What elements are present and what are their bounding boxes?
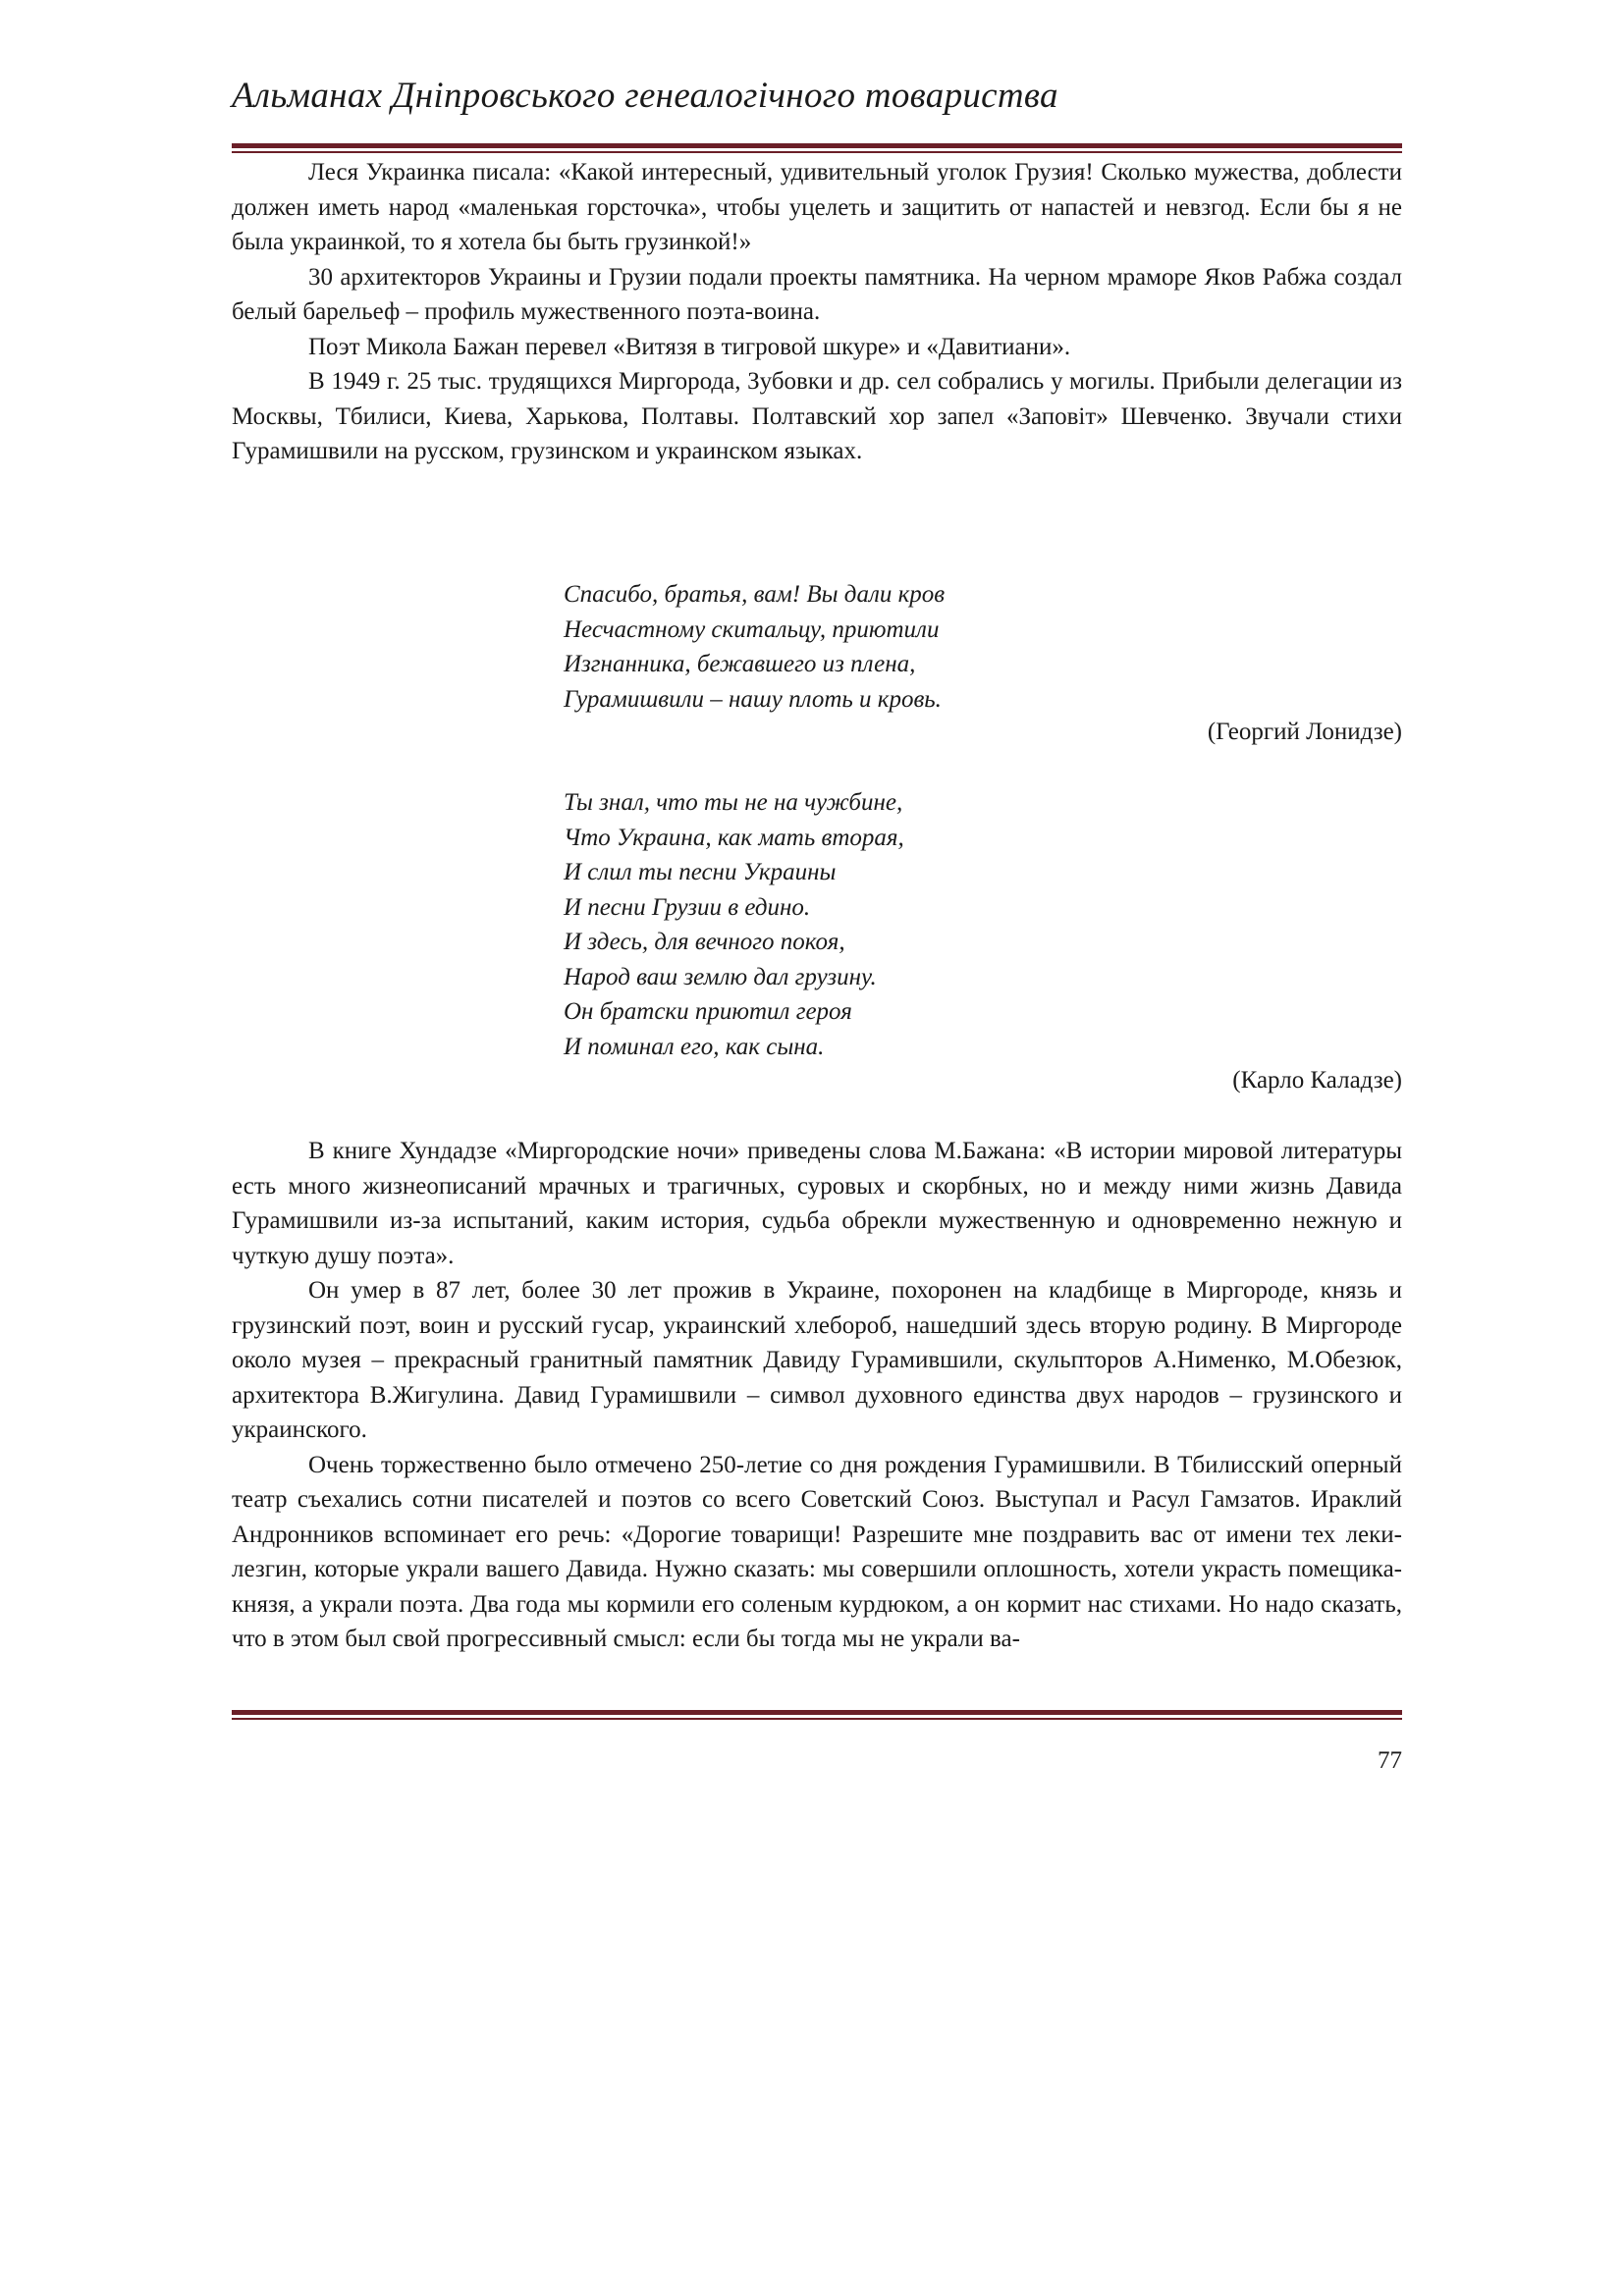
poem-line: Несчастному скитальцу, приютили <box>564 615 940 643</box>
poem-attribution: (Карло Каладзе) <box>1232 1067 1402 1094</box>
poem-line: Спасибо, братья, вам! Вы дали кров <box>564 581 946 608</box>
poem-line: Ты знал, что ты не на чужбине, <box>564 789 903 816</box>
poem-attribution: (Георгий Лонидзе) <box>1207 719 1402 745</box>
paragraph: 30 архитекторов Украины и Грузии подали проекты памятника. На черном мраморе Яков Рабжа создал белый барельеф – профиль мужественного поэта-воина. <box>232 263 1402 325</box>
poem-line: И здесь, для вечного покоя, <box>564 929 845 955</box>
poem-line: Изгнанника, бежавшего из плена, <box>564 651 916 677</box>
poem-line: Что Украина, как мать вторая, <box>564 824 904 851</box>
footer-rule <box>232 1710 1402 1720</box>
paragraph: В книге Хундадзе «Миргородские ночи» приведены слова М.Бажана: «В истории мировой литературы есть много жизнеописаний мрачных и трагичных, суровых и скорбных, но и между ними жизнь Давида Гурамишвили из-за испытаний, каким история, судьба обрекли мужественную и одновременно нежную и чуткую душу поэта». <box>232 1138 1402 1269</box>
poem-line: И поминал его, как сына. <box>564 1033 825 1060</box>
paragraph: Леся Украинка писала: «Какой интересный, удивительный уголок Грузия! Сколько мужества, доблести должен иметь народ «маленькая горсточка», чтобы уцелеть и защитить от напастей и невзгод. Если бы я не была украинкой, то я хотела бы быть грузинкой!» <box>232 159 1402 255</box>
paragraph: В 1949 г. 25 тыс. трудящихся Миргорода, Зубовки и др. сел собрались у могилы. Прибыли делегации из Москвы, Тбилиси, Киева, Харькова, Полтавы. Полтавский хор запел «Заповіт» Шевченко. Звучали стихи Гурамишвили на русском, грузинском и украинском языках. <box>232 368 1402 464</box>
poem-line: И слил ты песни Украины <box>564 859 837 885</box>
paragraph: Он умер в 87 лет, более 30 лет прожив в Украине, похоронен на кладбище в Миргороде, князь и грузинский поэт, воин и русский гусар, украинский хлебороб, нашедший здесь вторую родину. В Миргороде около музея – прекрасный гранитный памятник Давиду Гурамившили, скульпторов А.Нименко, М.Обезюк, архитектора В.Жигулина. Давид Гурамишвили – символ духовного единства двух народов – грузинского и украинского. <box>232 1277 1402 1443</box>
poem-line: Он братски приютил героя <box>564 998 852 1025</box>
almanac-title: Альманах Дніпровського генеалогічного товариства <box>232 76 1058 116</box>
body-text-top <box>232 155 1402 469</box>
body-text-bottom <box>232 1134 1402 1657</box>
poem-line: Народ ваш землю дал грузину. <box>564 963 877 990</box>
poem-karlo-kaladze <box>564 785 1310 1064</box>
paragraph: Очень торжественно было отмечено 250-летие со дня рождения Гурамишвили. В Тбилисский оперный театр съехались сотни писателей и поэтов со всего Советский Союз. Выступал и Расул Гамзатов. Ираклий Андронников вспоминает его речь: «Дорогие товарищи! Разрешите мне поздравить вас от имени тех леки-лезгин, которые украли вашего Давида. Нужно сказать: мы совершили оплошность, хотели украсть помещика-князя, а украли поэта. Два года мы кормили его соленым курдюком, а он кормит нас стихами. Но надо сказать, что в этом был свой прогрессивный смысл: если бы тогда мы не украли ва- <box>232 1451 1402 1652</box>
header-rule <box>232 143 1402 153</box>
page-number: 77 <box>1378 1747 1402 1774</box>
poem-line: Гурамишвили – нашу плоть и кровь. <box>564 685 942 713</box>
poem-line: И песни Грузии в едино. <box>564 893 811 921</box>
paragraph: Поэт Микола Бажан перевел «Витязя в тигровой шкуре» и «Давитиани». <box>308 333 1071 360</box>
poem-georgy-lonidze <box>564 577 1310 717</box>
